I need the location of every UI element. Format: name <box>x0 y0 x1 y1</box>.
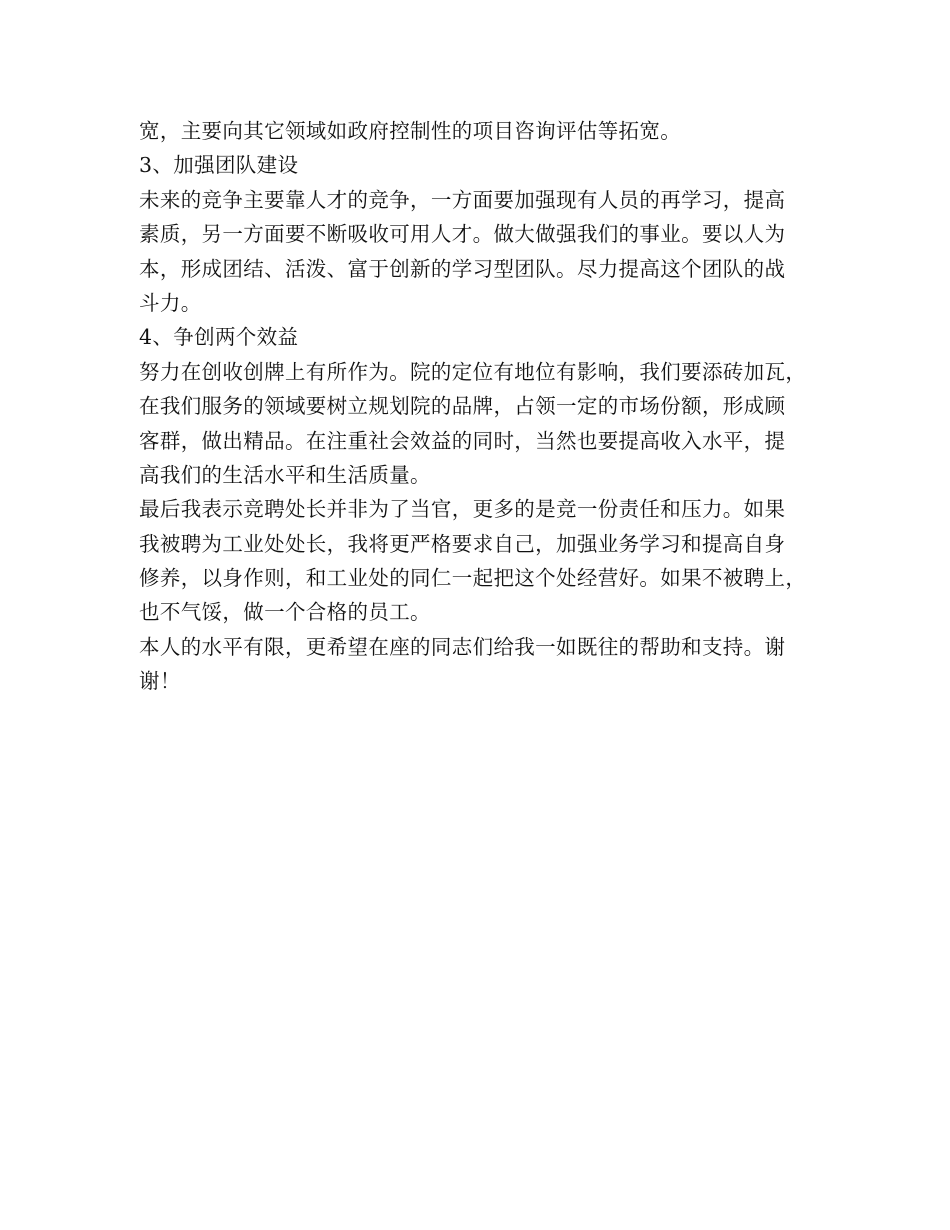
text-line: 素质，另一方面要不断吸收可用人才。做大做强我们的事业。要以人为 <box>139 222 786 247</box>
document-body <box>139 114 839 699</box>
text-line: 高我们的生活水平和生活质量。 <box>139 462 431 487</box>
text-line: 在我们服务的领域要树立规划院的品牌，占领一定的市场份额，形成顾 <box>139 394 786 419</box>
text-line: 斗力。 <box>139 290 202 315</box>
text-line: 修养，以身作则，和工业处的同仁一起把这个处经营好。如果不被聘上， <box>139 566 807 591</box>
text-line: 本，形成团结、活泼、富于创新的学习型团队。尽力提高这个团队的战 <box>139 256 786 281</box>
text-line: 宽，主要向其它领域如政府控制性的项目咨询评估等拓宽。 <box>139 119 682 143</box>
text-line: 客群，做出精品。在注重社会效益的同时，当然也要提高收入水平，提 <box>139 428 786 453</box>
section-heading: 3、加强团队建设 <box>139 153 299 178</box>
text-line: 谢！ <box>139 669 181 694</box>
text-line: 最后我表示竞聘处长并非为了当官，更多的是竞一份责任和压力。如果 <box>139 497 786 522</box>
section-heading: 4、争创两个效益 <box>139 325 299 350</box>
text-line: 我被聘为工业处处长，我将更严格要求自己，加强业务学习和提高自身 <box>139 531 786 556</box>
text-line: 未来的竞争主要靠人才的竞争，一方面要加强现有人员的再学习，提高 <box>139 187 786 212</box>
text-line: 努力在创收创牌上有所作为。院的定位有地位有影响，我们要添砖加瓦， <box>139 359 807 384</box>
text-line: 也不气馁，做一个合格的员工。 <box>139 600 431 625</box>
text-line: 本人的水平有限，更希望在座的同志们给我一如既往的帮助和支持。谢 <box>139 634 786 659</box>
